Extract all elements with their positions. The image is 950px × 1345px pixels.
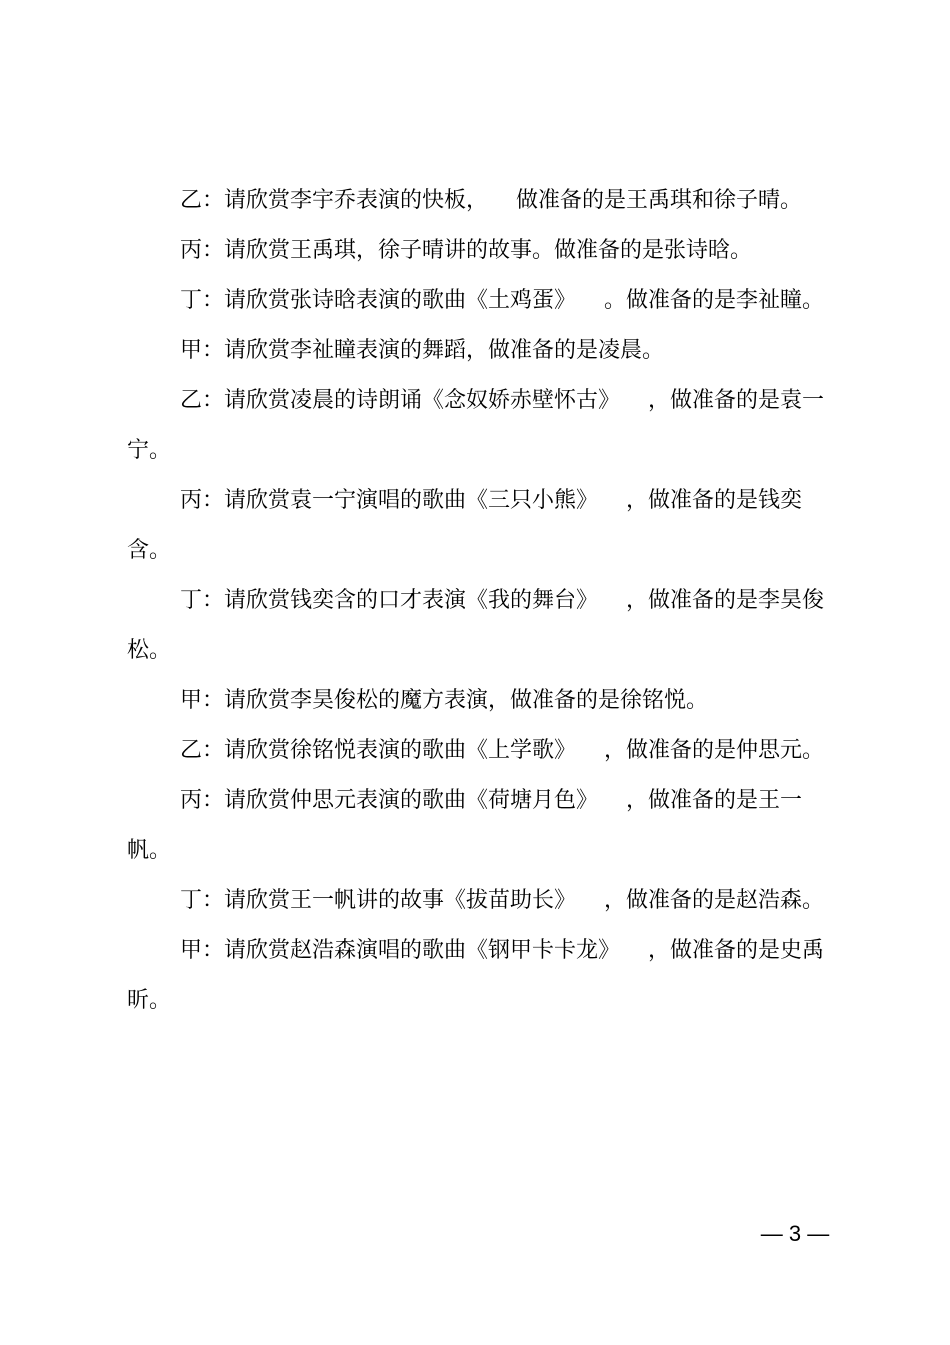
paragraph-4: 甲：请欣赏李祉瞳表演的舞蹈，做准备的是凌晨。: [180, 338, 665, 363]
paragraph-9: 乙：请欣赏徐铭悦表演的歌曲《上学歌》 ，做准备的是仲思元。: [180, 738, 824, 763]
paragraph-2: 丙：请欣赏王禹琪，徐子晴讲的故事。做准备的是张诗晗。: [180, 238, 753, 263]
paragraph-8: 甲：请欣赏李昊俊松的魔方表演，做准备的是徐铭悦。: [180, 688, 709, 713]
paragraph-1: 乙：请欣赏李宇乔表演的快板， 做准备的是王禹琪和徐子晴。: [180, 188, 802, 213]
page-number: — 3 —: [760, 1221, 830, 1246]
script-body: [127, 176, 827, 1026]
paragraph-6: 丙：请欣赏袁一宁演唱的歌曲《三只小熊》 ，做准备的是钱奕含。: [127, 488, 802, 563]
paragraph-3: 丁：请欣赏张诗晗表演的歌曲《土鸡蛋》 。做准备的是李祉瞳。: [180, 288, 824, 313]
paragraph-12: 甲：请欣赏赵浩森演唱的歌曲《钢甲卡卡龙》 ，做准备的是史禹昕。: [127, 938, 824, 1013]
paragraph-5: 乙：请欣赏凌晨的诗朗诵《念奴娇赤壁怀古》 ，做准备的是袁一宁。: [127, 388, 824, 463]
paragraph-7: 丁：请欣赏钱奕含的口才表演《我的舞台》 ，做准备的是李昊俊松。: [127, 588, 824, 663]
paragraph-11: 丁：请欣赏王一帆讲的故事《拔苗助长》 ，做准备的是赵浩森。: [180, 888, 824, 913]
paragraph-10: 丙：请欣赏仲思元表演的歌曲《荷塘月色》 ，做准备的是王一帆。: [127, 788, 802, 863]
